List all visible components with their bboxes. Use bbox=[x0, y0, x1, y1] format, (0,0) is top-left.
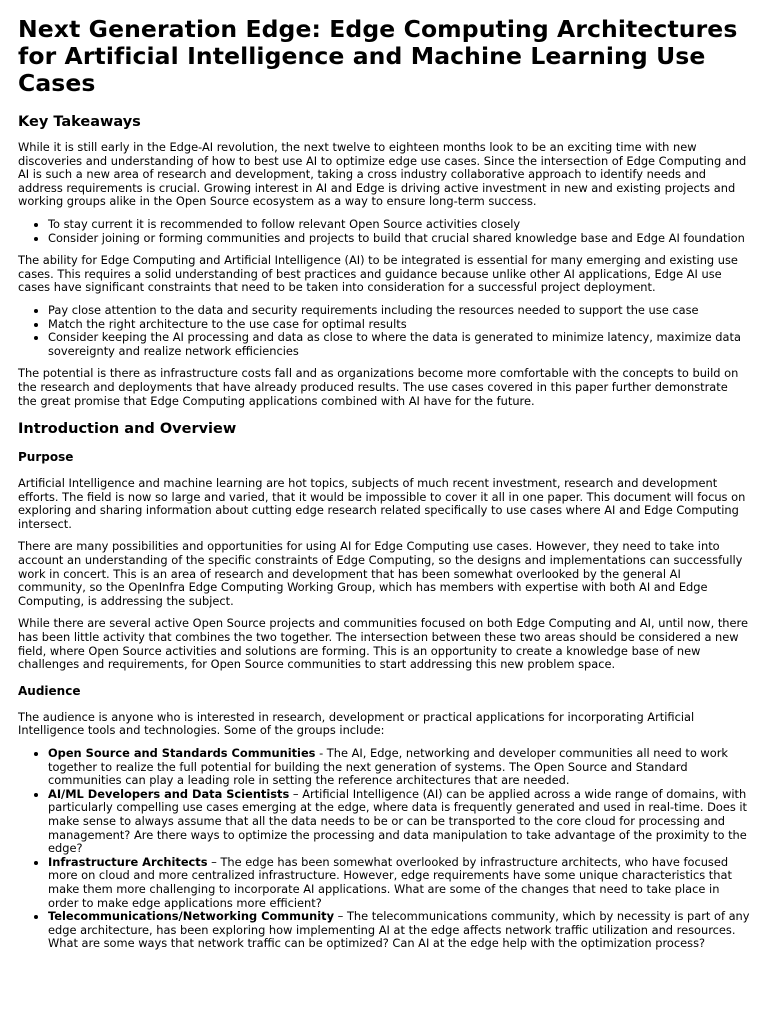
subsection-heading-audience: Audience bbox=[18, 683, 81, 698]
paragraph: While there are several active Open Source projects and communities focused on both Edge Computing and AI, until now, there has been little activity that combines the two together. The intersection between these two areas should be considered a new field, where Open Source activities and solutions are forming. This is an opportunity to create a knowledge base of new challenges and requirements, for Open Source communities to start addressing this new problem space. bbox=[18, 616, 748, 672]
bullet-list bbox=[18, 304, 750, 358]
list-item-text: – Artificial Intelligence (AI) can be applied across a wide range of domains, with particularly compelling use cases emerging at the edge, where data is frequently generated and used in real-time. Does it make sense to always assume that all the data needs to be or can be transported to the core cloud for processing and management? Are there ways to optimize the processing and data manipulation to take advantage of the proximity to the edge? bbox=[48, 786, 748, 856]
paragraph: There are many possibilities and opportunities for using AI for Edge Computing use cases. However, they need to take into account an understanding of the specific constraints of Edge Computing, so the designs and implementations can successfully work in concert. This is an area of research and development that has been somewhat overlooked by the general AI community, so the OpenInfra Edge Computing Working Group, which has members with expertise with both AI and Edge Computing, is addressing the subject. bbox=[18, 539, 743, 608]
list-item: • Pay close attention to the data and security requirements including the resources needed to support the use case bbox=[48, 304, 750, 318]
list-item-term: AI/ML Developers and Data Scientists bbox=[48, 786, 290, 801]
list-item-text: - The AI, Edge, networking and developer communities all need to work together to realize the full potential for building the next generation of systems. The Open Source and Standard communities can play a leading role in setting the reference architectures that are needed. bbox=[48, 746, 728, 788]
paragraph: The audience is anyone who is interested in research, development or practical applications for incorporating Artificial Intelligence tools and technologies. Some of the groups include: bbox=[18, 709, 695, 738]
section-heading-key-takeaways: Key Takeaways bbox=[18, 114, 141, 130]
paragraph: The potential is there as infrastructure costs fall and as organizations become more comfortable with the concepts to build on the research and deployments that have already produced results. The use cases covered in this paper further demonstrate the great promise that Edge Computing applications combined with AI have for the future. bbox=[18, 366, 739, 408]
paragraph: Artificial Intelligence and machine learning are hot topics, subjects of much recent investment, research and development efforts. The field is now so large and varied, that it would be impossible to cover it all in one paper. This document will focus on exploring and sharing information about cutting edge research related specifically to use cases where AI and Edge Computing intersect. bbox=[18, 476, 746, 531]
list-item-term: Infrastructure Architects bbox=[48, 854, 208, 869]
document-title: Next Generation Edge: Edge Computing Architectures for Artificial Intelligence and Machine Learning Use Cases bbox=[18, 15, 738, 97]
list-item-text: – The edge has been somewhat overlooked by infrastructure architects, who have focused more on cloud and more centralized infrastructure. However, edge requirements have some unique characteristics that make them more challenging to incorporate AI applications. What are some of the changes that need to take place in order to make edge applications more efficient? bbox=[48, 854, 732, 910]
list-item: • Consider joining or forming communities and projects to build that crucial shared knowledge base and Edge AI foundation bbox=[48, 232, 750, 246]
list-item-term: Open Source and Standards Communities bbox=[48, 746, 316, 760]
paragraph: While it is still early in the Edge-AI revolution, the next twelve to eighteen months look to be an exciting time with new discoveries and understanding of how to best use AI to optimize edge use cases. Since the intersection of Edge Computing and AI is such a new area of research and development, taking a cross industry collaborative approach to identify needs and address requirements is crucial. Growing interest in AI and Edge is driving active investment in new and existing projects and working groups alike in the Open Source ecosystem as a way to ensure long-term success. bbox=[18, 140, 747, 209]
list-item bbox=[48, 856, 750, 910]
list-item bbox=[48, 910, 750, 951]
list-item: • Match the right architecture to the use case for optimal results bbox=[48, 318, 750, 332]
list-item bbox=[48, 747, 750, 788]
list-item-term: Telecommunications/Networking Community bbox=[48, 909, 335, 924]
subsection-heading-purpose: Purpose bbox=[18, 450, 74, 465]
audience-list bbox=[18, 747, 750, 951]
section-heading-introduction: Introduction and Overview bbox=[18, 421, 237, 438]
paragraph: The ability for Edge Computing and Artificial Intelligence (AI) to be integrated is essential for many emerging and existing use cases. This requires a solid understanding of best practices and guidance because unlike other AI applications, Edge AI use cases have significant constraints that need to be taken into consideration for a successful project deployment. bbox=[18, 253, 738, 295]
list-item bbox=[48, 788, 750, 856]
list-item: • Consider keeping the AI processing and data as close to where the data is generated to minimize latency, maximize data sovereignty and realize network efficiencies bbox=[48, 331, 750, 358]
list-item-text: – The telecommunications community, which by necessity is part of any edge architecture, has been exploring how implementing AI at the edge affects network traffic utilization and resources. What are some ways that network traffic can be optimized? Can AI at the edge help with the optimization process? bbox=[48, 909, 750, 951]
list-item: • To stay current it is recommended to follow relevant Open Source activities closely bbox=[48, 218, 750, 232]
bullet-list bbox=[18, 218, 750, 245]
